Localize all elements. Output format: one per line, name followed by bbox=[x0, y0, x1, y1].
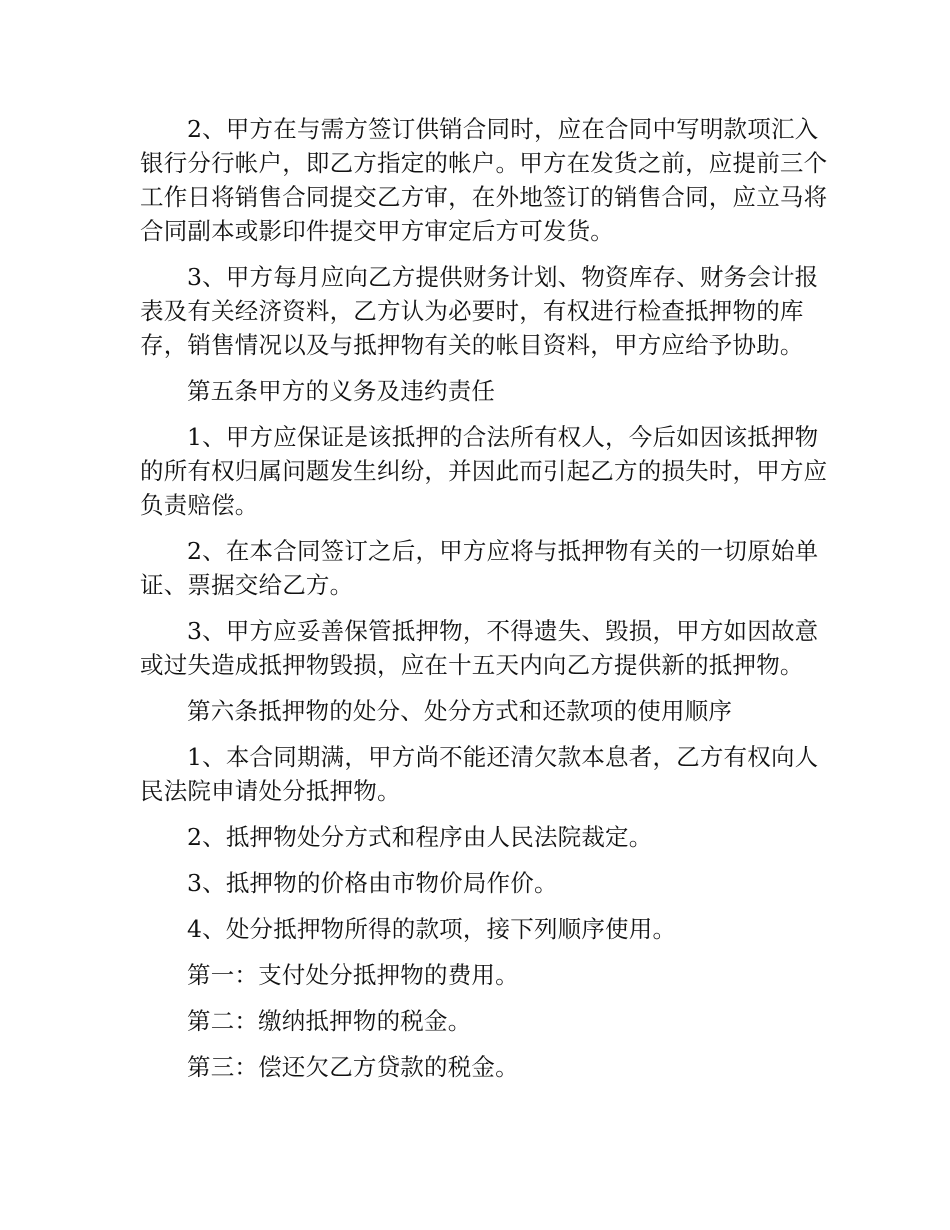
list-item-second: 第二：缴纳抵押物的税金。 bbox=[187, 1007, 472, 1035]
section-heading-article-6: 第六条抵押物的处分、处分方式和还款项的使用顺序 bbox=[187, 697, 733, 725]
paragraph-hand-over-documents: 2、在本合同签订之后，甲方应将与抵押物有关的一切原始单证、票据交给乙方。 bbox=[140, 537, 819, 599]
document-body bbox=[140, 112, 830, 1096]
paragraph-safekeeping: 3、甲方应妥善保管抵押物，不得遗失、毁损，甲方如因故意或过失造成抵押物毁损，应在十五天内向乙方提供新的抵押物。 bbox=[140, 617, 819, 679]
list-item-third: 第三：偿还欠乙方贷款的税金。 bbox=[187, 1053, 519, 1081]
paragraph-court-application: 1、本合同期满，甲方尚不能还清欠款本息者，乙方有权向人民法院申请处分抵押物。 bbox=[140, 743, 819, 805]
list-item-first: 第一：支付处分抵押物的费用。 bbox=[187, 961, 519, 989]
section-heading-article-5: 第五条甲方的义务及违约责任 bbox=[187, 377, 496, 405]
paragraph-payment-account: 2、甲方在与需方签订供销合同时，应在合同中写明款项汇入银行分行帐户，即乙方指定的帐户。甲方在发货之前，应提前三个工作日将销售合同提交乙方审，在外地签订的销售合同，应立马将合同副本或影印件提交甲方审定后方可发货。 bbox=[140, 115, 828, 245]
paragraph-price-valuation: 3、抵押物的价格由市物价局作价。 bbox=[187, 869, 558, 897]
paragraph-disposal-method: 2、抵押物处分方式和程序由人民法院裁定。 bbox=[187, 823, 653, 851]
paragraph-proceeds-order: 4、处分抵押物所得的款项，接下列顺序使用。 bbox=[187, 915, 677, 943]
paragraph-monthly-reports: 3、甲方每月应向乙方提供财务计划、物资库存、财务会计报表及有关经济资料，乙方认为必要时，有权进行检查抵押物的库存，销售情况以及与抵押物有关的帐目资料，甲方应给予协助。 bbox=[140, 263, 819, 359]
paragraph-ownership-guarantee: 1、甲方应保证是该抵押的合法所有权人，今后如因该抵押物的所有权归属问题发生纠纷，并因此而引起乙方的损失时，甲方应负责赔偿。 bbox=[140, 423, 828, 519]
